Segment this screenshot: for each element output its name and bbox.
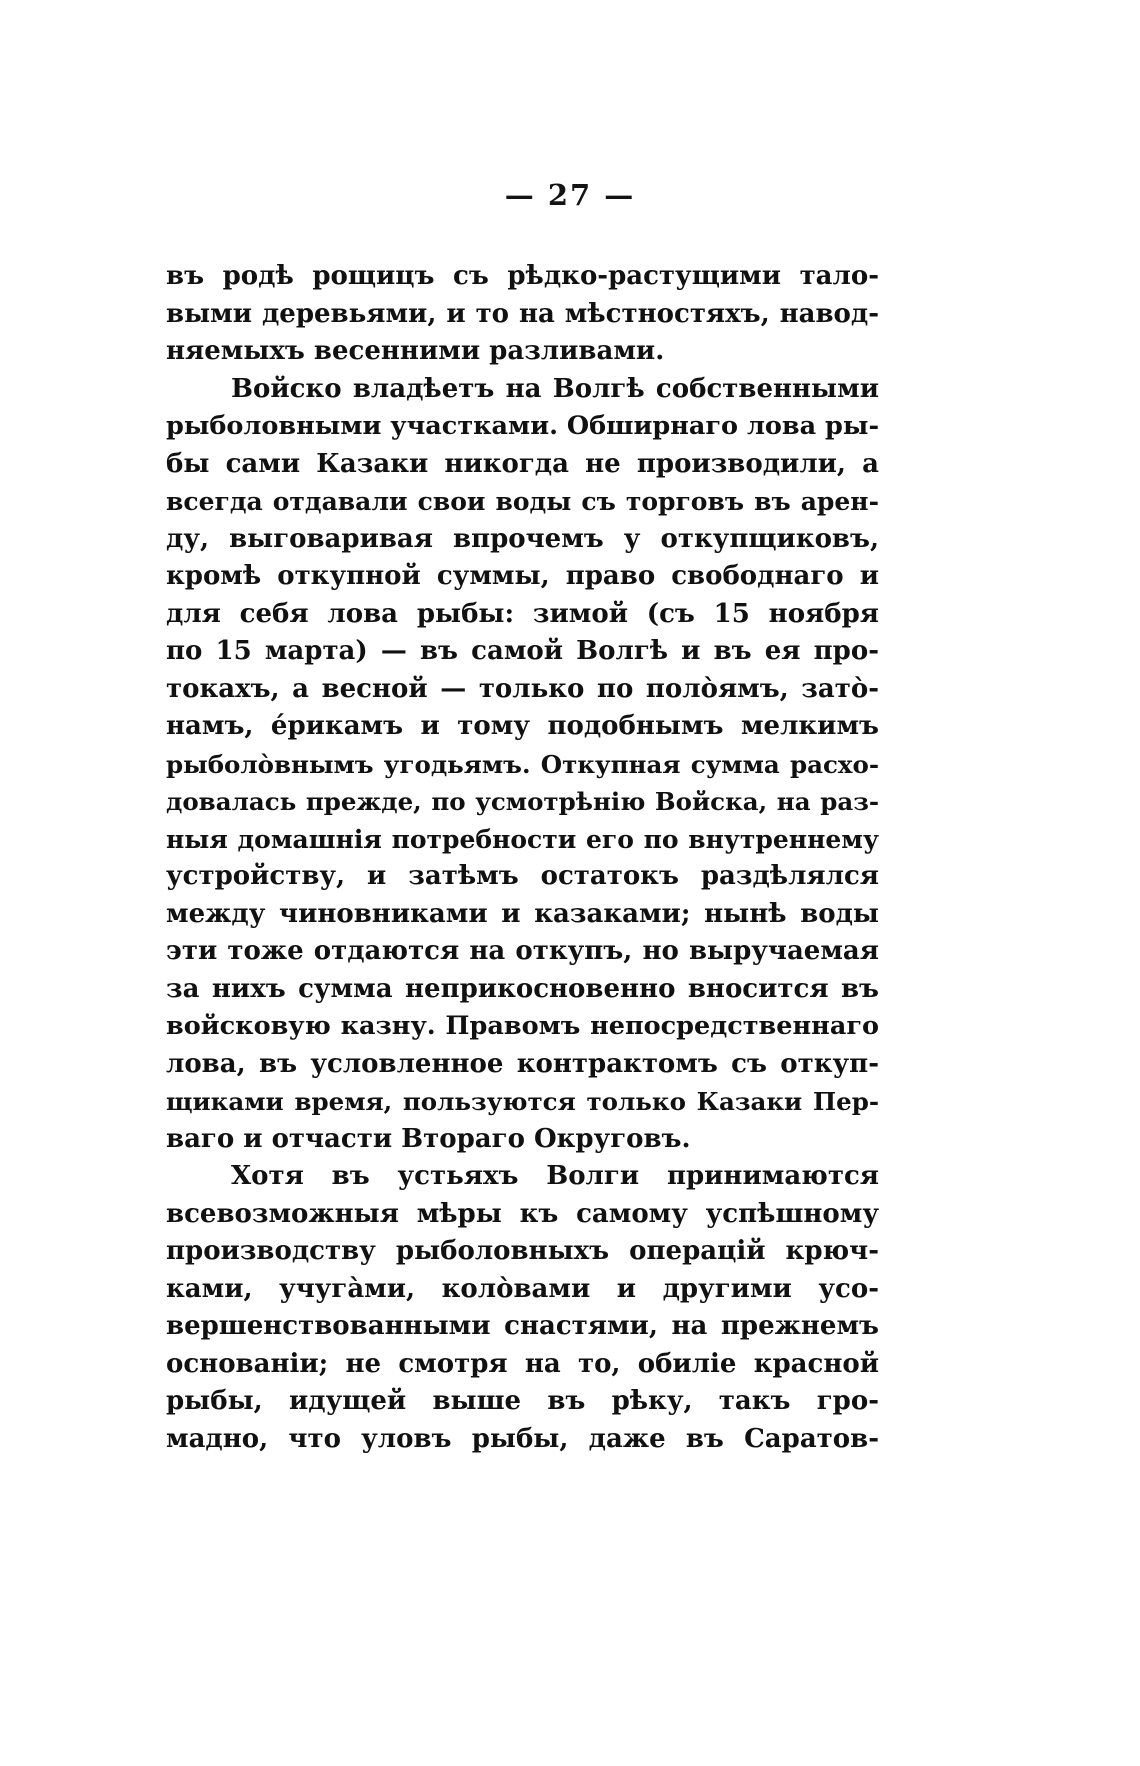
text-line: няемыхъ весенними разливами. bbox=[166, 336, 665, 366]
text-line: рыболовными участками. Обширнаго лова ры- bbox=[166, 411, 880, 441]
text-line: ками, учугàми, колòвами и другими усо- bbox=[166, 1273, 879, 1304]
text-line: лова, въ условленное контрактомъ съ откуп- bbox=[166, 1048, 879, 1079]
text-line: устройству, и затѣмъ остатокъ раздѣлялся bbox=[166, 861, 879, 891]
text-line: вершенствованными снастями, на прежнемъ bbox=[166, 1311, 879, 1341]
text-line: для себя лова рыбы: зимой (съ 15 ноября bbox=[166, 598, 879, 629]
text-line: производству рыболовныхъ операцій крюч- bbox=[166, 1236, 879, 1266]
text-line: ваго и отчасти Втораго Округовъ. bbox=[166, 1123, 691, 1154]
text-line: токахъ, а весной — только по полòямъ, затò- bbox=[166, 673, 879, 704]
text-line: рыбы, идущей выше въ рѣку, такъ гро- bbox=[166, 1386, 879, 1416]
text-line: щиками время, пользуются только Казаки Пер- bbox=[166, 1087, 879, 1116]
text-line: довалась прежде, по усмотрѣнію Войска, на раз- bbox=[166, 787, 879, 816]
text-line: Войско владѣетъ на Волгѣ собственными bbox=[231, 373, 879, 404]
text-line: въ родѣ рощицъ съ рѣдко-растущими тало- bbox=[166, 261, 879, 291]
text-line: за нихъ сумма неприкосновенно вносится въ bbox=[166, 973, 879, 1004]
text-line: войсковую казну. Правомъ непосредственнаго bbox=[166, 1011, 879, 1041]
text-line: ду, выговаривая впрочемъ у откупщиковъ, bbox=[166, 523, 879, 554]
text-line: мадно, что уловъ рыбы, даже въ Саратов- bbox=[166, 1423, 879, 1454]
text-line: бы сами Казаки никогда не производили, а bbox=[166, 448, 879, 479]
text-line: выми деревьями, и то на мѣстностяхъ, навод- bbox=[166, 298, 879, 329]
text-line: ныя домашнія потребности его по внутреннему bbox=[166, 824, 879, 854]
text-line: рыболòвнымъ угодьямъ. Откупная сумма расхо- bbox=[166, 749, 879, 779]
text-line: эти тоже отдаются на откупъ, но выручаемая bbox=[166, 936, 879, 966]
body-text bbox=[166, 258, 879, 1458]
text-line: по 15 марта) — въ самой Волгѣ и въ ея про- bbox=[166, 636, 879, 666]
text-line: намъ, éрикамъ и тому подобнымъ мелкимъ bbox=[166, 711, 879, 741]
text-line: Хотя въ устьяхъ Волги принимаются bbox=[231, 1161, 879, 1191]
text-line: всегда отдавали свои воды съ торговъ въ арен- bbox=[166, 487, 879, 516]
page-number: — 27 — bbox=[504, 178, 636, 212]
text-line: основаніи; не смотря на то, обиліе красной bbox=[166, 1348, 879, 1379]
text-line: кромѣ откупной суммы, право свободнаго и bbox=[166, 561, 879, 591]
text-line: между чиновниками и казаками; нынѣ воды bbox=[166, 898, 879, 929]
text-line: всевозможныя мѣры къ самому успѣшному bbox=[166, 1198, 879, 1229]
